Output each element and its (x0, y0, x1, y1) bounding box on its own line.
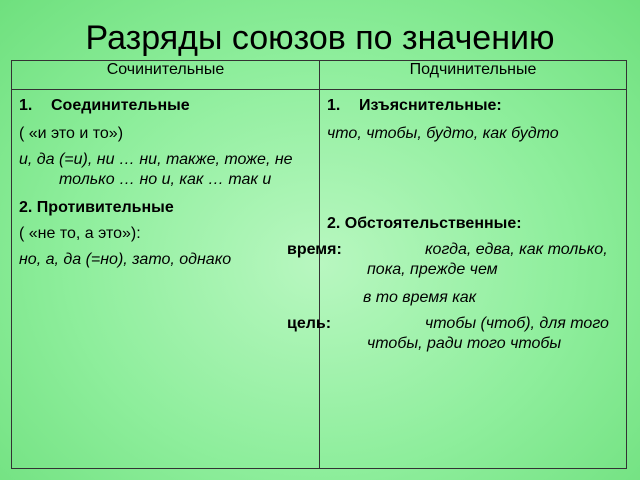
conjunctions-table (11, 60, 627, 469)
heading-connective-number: 1. (19, 97, 33, 114)
heading-adversative: 2. Противительные (19, 199, 174, 216)
time-list: когда, едва, как только, пока, прежде чем (367, 241, 608, 278)
heading-connective-text: Соединительные (51, 97, 190, 114)
connective-list: и, да (=и), ни … ни, также, тоже, не только … но и, как … так и (19, 151, 293, 188)
heading-explanatory-number: 1. (327, 97, 341, 114)
heading-circumstantial: 2. Обстоятельственные: (327, 215, 522, 232)
coordinating-cell (12, 90, 320, 469)
heading-connective (19, 96, 311, 116)
table-header-row (12, 61, 627, 90)
page-title: Разряды союзов по значению (85, 19, 555, 57)
header-coordinating: Сочинительные (12, 61, 320, 90)
time-label: время: (287, 241, 342, 258)
table-body-row (12, 90, 627, 469)
goal-label: цель: (287, 315, 332, 332)
goal-list: чтобы (чтоб), для того чтобы, ради того чтобы (367, 315, 609, 352)
adversative-list: но, а, да (=но), зато, однако (19, 251, 232, 268)
connective-example: ( «и это и то») (19, 125, 124, 142)
time-row (287, 240, 618, 280)
goal-row (287, 314, 618, 354)
subordinating-cell (287, 90, 627, 469)
explanatory-list: что, чтобы, будто, как будто (327, 125, 559, 142)
adversative-example: ( «не то, а это»): (19, 225, 141, 242)
header-subordinating: Подчинительные (320, 61, 627, 90)
heading-explanatory (327, 96, 618, 116)
time-list-continued: в то время как (363, 289, 477, 306)
heading-explanatory-text: Изъяснительные: (359, 97, 502, 114)
